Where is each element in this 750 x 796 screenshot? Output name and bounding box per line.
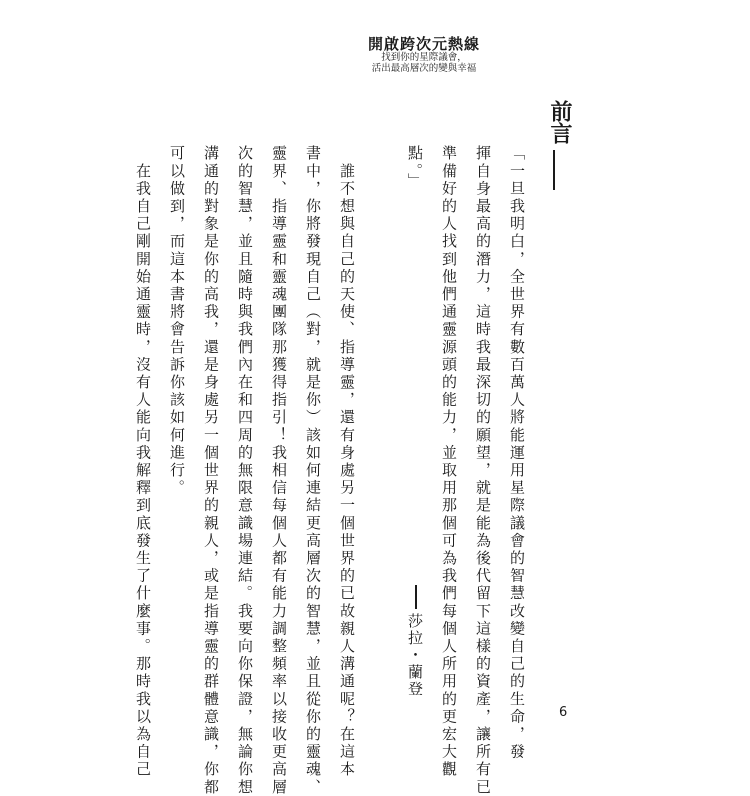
body-line: 靈界、指導靈和靈魂團隊那獲得指引！我相信每個人都有能力調整頻率以接收更高層 (270, 145, 288, 796)
book-subtitle-line-1: 找到你的星際議會， (381, 52, 467, 64)
quote-attribution: 莎拉・蘭登 (406, 613, 424, 698)
body-line: 可以做到，而這本書將會告訴你該如何進行。 (168, 145, 186, 497)
running-header (294, 36, 554, 75)
quote-line: 準備好的人找到他們通靈源頭的能力，並取用那個可為我們每個人所用的更宏大觀 (440, 145, 458, 779)
body-line: 誰不想與自己的天使、指導靈，還有身處另一個世界的已故親人溝通呢？在這本 (338, 145, 356, 779)
body-line: 次的智慧，並且隨時與我們內在和四周的無限意識場連結。我要向你保證，無論你想 (236, 145, 254, 796)
attribution-dash (415, 585, 417, 609)
quote-line: 「一旦我明白，全世界有數百萬人將能運用星際議會的智慧改變自己的生命，發 (508, 145, 526, 761)
body-line: 在我自己剛開始通靈時，沒有人能向我解釋到底發生了什麼事。那時我以為自己 (134, 145, 152, 779)
chapter-heading: 前言 (547, 100, 573, 144)
page-number: 6 (559, 705, 568, 720)
book-title: 開啟跨次元熱線 (367, 35, 480, 53)
quote-line: 點。」 (406, 145, 424, 191)
heading-rule (553, 150, 555, 190)
body-line: 溝通的對象是你的高我，還是身處另一個世界的親人，或是指導靈的群體意識，你都 (202, 145, 220, 796)
body-line: 書中，你將發現自己（對，就是你）該如何連結更高層次的智慧，並且從你的靈魂、 (304, 145, 322, 796)
book-subtitle-line-2: 活出最高層次的變與幸福 (371, 63, 477, 75)
quote-line: 揮自身最高的潛力，這時我最深切的願望，就是能為後代留下這樣的資產，讓所有已 (474, 145, 492, 796)
